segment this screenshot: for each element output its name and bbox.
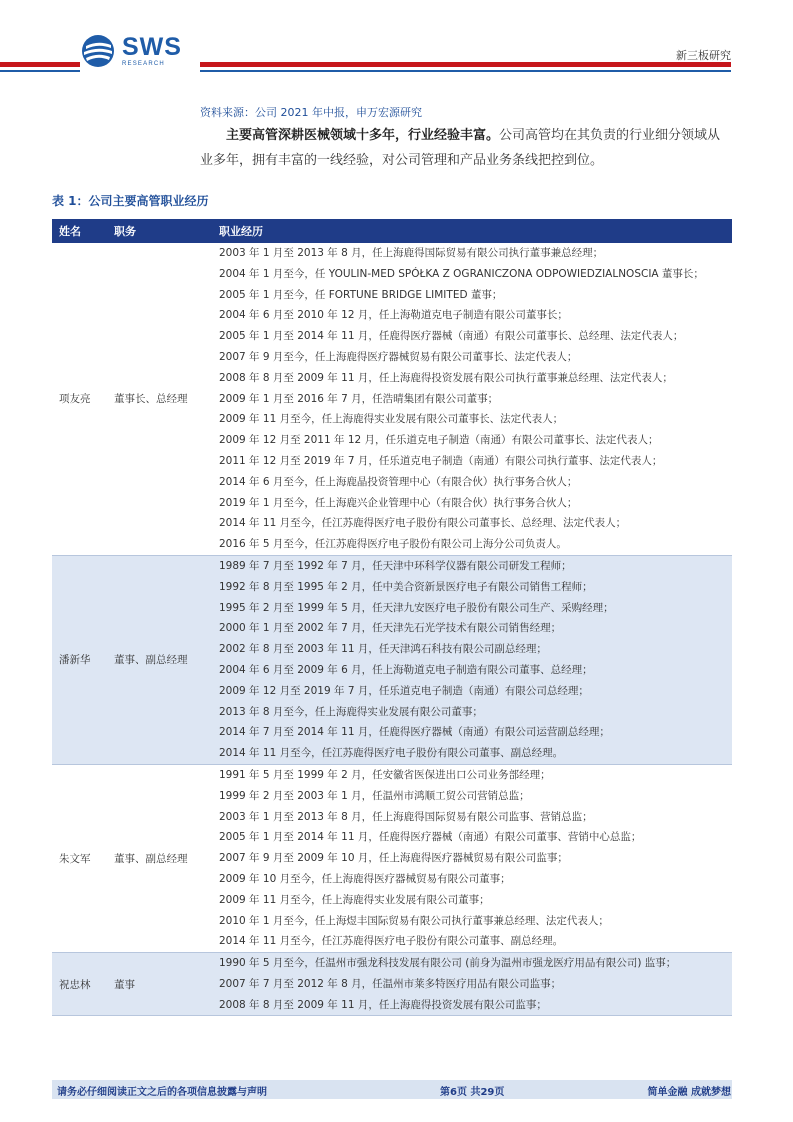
summary-bold: 主要高管深耕医械领域十多年，行业经验丰富。 [226,128,500,143]
cell-position: 董事、副总经理 [107,764,212,952]
experience-line: 2008 年 8 月至 2009 年 11 月，任上海鹿得投资发展有限公司监事； [219,998,547,1011]
cell-position: 董事长、总经理 [107,243,212,555]
cell-experience [212,243,732,555]
experience-line: 1990 年 5 月至今，任温州市强龙科技发展有限公司 (前身为温州市强龙医疗用品有限公司) 监事； [219,957,677,970]
experience-line: 2014 年 11 月至今，任江苏鹿得医疗电子股份有限公司董事、副总经理。 [219,935,564,948]
experience-line: 2002 年 8 月至 2003 年 11 月，任天津鸿石科技有限公司副总经理； [219,643,547,656]
header-name: 姓名 [52,219,107,243]
cell-position: 董事、副总经理 [107,555,212,764]
header-position: 职务 [107,219,212,243]
executives-table [52,219,732,1016]
experience-line: 2009 年 12 月至 2019 年 7 月，任乐道克电子制造（南通）有限公司总经理； [219,684,589,697]
experience-line: 2005 年 1 月至 2014 年 11 月，任鹿得医疗器械（南通）有限公司董事、营销中心总监； [219,831,642,844]
summary-text: 公司高管均在其负责的行业细分领域从业多年，拥有丰富的一线经验，对公司管理和产品业务条线把控到位。 [200,128,721,168]
experience-line: 2009 年 11 月至今，任上海鹿得实业发展有限公司董事长、法定代表人； [219,413,564,426]
cell-name: 祝忠林 [52,953,107,1016]
experience-line: 1991 年 5 月至 1999 年 2 月，任安徽省医保进出口公司业务部经理； [219,768,551,781]
table-title: 表 1：公司主要高管职业经历 [52,194,209,208]
cell-experience [212,953,732,1016]
header-divider-red-left [0,62,80,67]
experience-line: 2007 年 9 月至 2009 年 10 月，任上海鹿得医疗器械贸易有限公司监事； [219,852,568,865]
table-header-row [52,219,732,243]
footer-disclaimer: 请务必仔细阅读正文之后的各项信息披露与声明 [57,1087,267,1098]
experience-line: 2013 年 8 月至今，任上海鹿得实业发展有限公司董事； [219,705,483,718]
cell-position: 董事 [107,953,212,1016]
experience-line: 1995 年 2 月至 1999 年 5 月，任天津九安医疗电子股份有限公司生产、采购经理； [219,601,614,614]
table-body [52,243,732,1016]
experience-line: 2007 年 7 月至 2012 年 8 月，任温州市莱多特医疗用品有限公司监事； [219,977,562,990]
experience-line: 2008 年 8 月至 2009 年 11 月，任上海鹿得投资发展有限公司执行董事兼总经理、法定代表人； [219,371,673,384]
experience-line: 1992 年 8 月至 1995 年 2 月，任中美合资新景医疗电子有限公司销售工程师； [219,580,593,593]
footer-slogan: 简单金融 成就梦想 [647,1087,731,1098]
experience-line: 2014 年 11 月至今，任江苏鹿得医疗电子股份有限公司董事长、总经理、法定代表人； [219,517,627,530]
experience-line: 1999 年 2 月至 2003 年 1 月，任温州市鸿顺工贸公司营销总监； [219,789,530,802]
experience-line: 2019 年 1 月至今，任上海鹿兴企业管理中心（有限合伙）执行事务合伙人； [219,496,578,509]
experience-line: 2000 年 1 月至 2002 年 7 月，任天津先石光学技术有限公司销售经理； [219,622,562,635]
header-divider-red-right [200,62,731,67]
experience-line: 2004 年 6 月至 2010 年 12 月，任上海勒道克电子制造有限公司董事长； [219,309,568,322]
sws-globe-icon [80,34,116,68]
experience-line: 2009 年 1 月至 2016 年 7 月，任浩晴集团有限公司董事； [219,392,499,405]
experience-line: 2009 年 10 月至今，任上海鹿得医疗器械贸易有限公司董事； [219,872,511,885]
cell-name: 朱文军 [52,764,107,952]
experience-line: 2007 年 9 月至今，任上海鹿得医疗器械贸易有限公司董事长、法定代表人； [219,350,578,363]
cell-name: 潘新华 [52,555,107,764]
table-row [52,764,732,952]
logo-text: SWS [122,33,182,61]
cell-name: 项友亮 [52,243,107,555]
source-note: 资料来源：公司 2021 年中报，申万宏源研究 [200,106,422,119]
table-row [52,243,732,555]
cell-experience [212,764,732,952]
experience-line: 2014 年 11 月至今，任江苏鹿得医疗电子股份有限公司董事、副总经理。 [219,747,564,760]
section-label: 新三板研究 [676,49,731,62]
header-divider-blue-right [200,70,731,72]
experience-line: 2009 年 11 月至今，任上海鹿得实业发展有限公司董事； [219,893,490,906]
experience-line: 1989 年 7 月至 1992 年 7 月，任天津中环科学仪器有限公司研发工程师； [219,559,572,572]
table-row [52,555,732,764]
experience-line: 2011 年 12 月至 2019 年 7 月，任乐道克电子制造（南通）有限公司执行董事、法定代表人； [219,454,663,467]
logo-subtext: RESEARCH [122,61,165,67]
experience-line: 2004 年 6 月至 2009 年 6 月，任上海勒道克电子制造有限公司董事、总经理； [219,663,593,676]
experience-line: 2005 年 1 月至 2014 年 11 月，任鹿得医疗器械（南通）有限公司董事长、总经理、法定代表人； [219,330,684,343]
experience-line: 2005 年 1 月至今，任 FORTUNE BRIDGE LIMITED 董事； [219,288,503,301]
summary-paragraph [200,123,730,173]
table-row [52,953,732,1016]
experience-line: 2016 年 5 月至今，任江苏鹿得医疗电子股份有限公司上海分公司负责人。 [219,538,567,551]
experience-line: 2009 年 12 月至 2011 年 12 月，任乐道克电子制造（南通）有限公司董事长、法定代表人； [219,434,659,447]
experience-line: 2010 年 1 月至今，任上海煜丰国际贸易有限公司执行董事兼总经理、法定代表人； [219,914,609,927]
experience-line: 2003 年 1 月至 2013 年 8 月，任上海鹿得国际贸易有限公司执行董事兼总经理； [219,247,604,259]
experience-line: 2014 年 6 月至今，任上海鹿晶投资管理中心（有限合伙）执行事务合伙人； [219,475,578,488]
experience-line: 2004 年 1 月至今，任 YOULIN-MED SPÓŁKA Z OGRANICZONA ODPOWIEDZIALNOSCIA 董事长； [219,267,704,280]
header-experience: 职业经历 [212,219,732,243]
cell-experience [212,555,732,764]
experience-line: 2014 年 7 月至 2014 年 11 月，任鹿得医疗器械（南通）有限公司运营副总经理； [219,726,610,739]
sws-logo [80,34,182,68]
header-divider-blue-left [0,70,80,72]
page-number: 第6页 共29页 [440,1087,505,1098]
experience-line: 2003 年 1 月至 2013 年 8 月，任上海鹿得国际贸易有限公司监事、营销总监； [219,810,593,823]
